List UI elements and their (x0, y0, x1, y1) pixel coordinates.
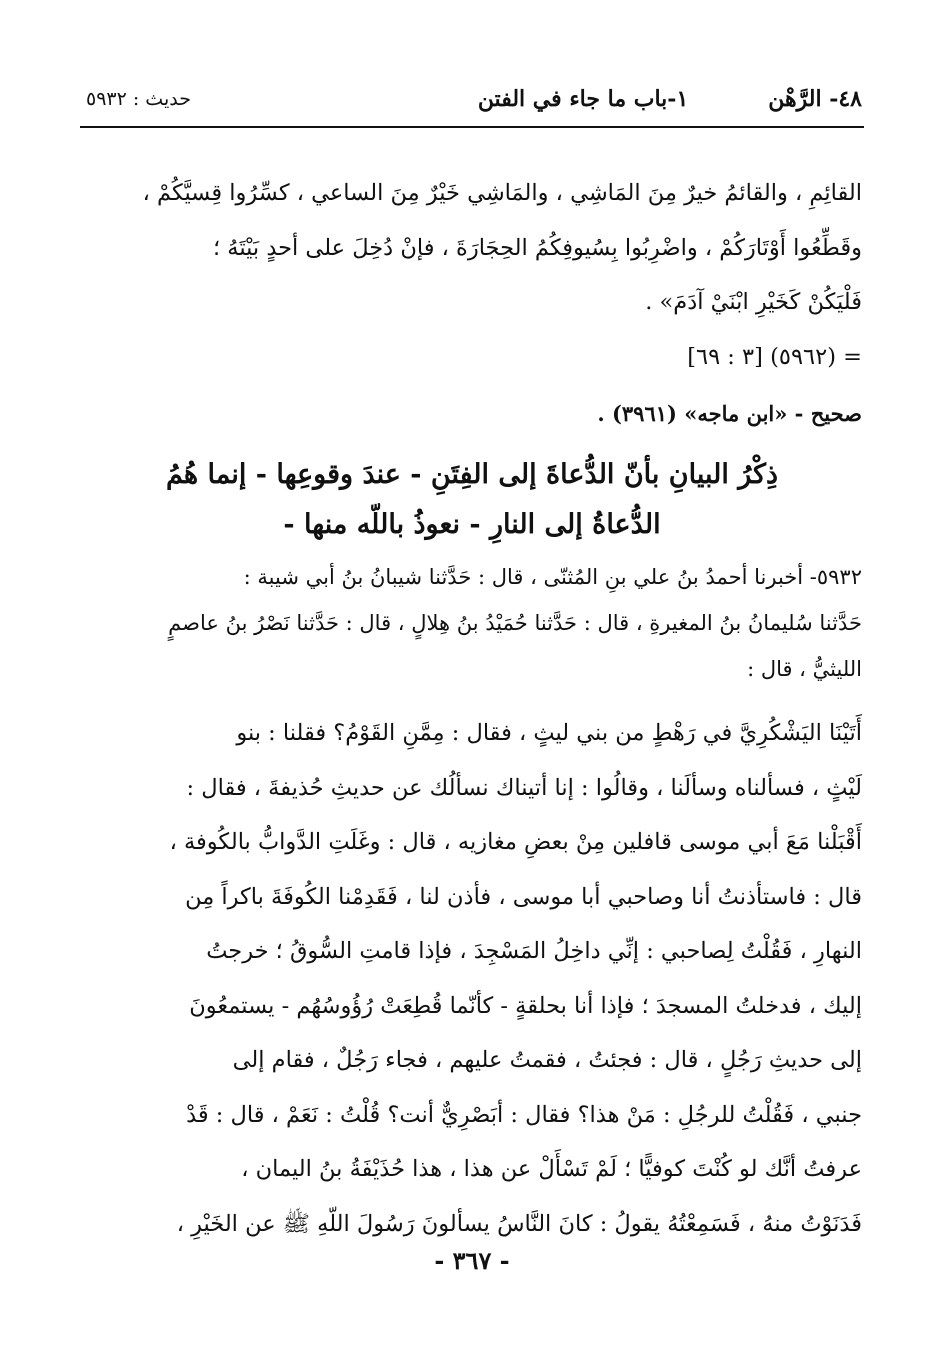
text-line: إليك ، فدخلتُ المسجدَ ؛ فإذا أنا بحلقةٍ - كأنّما قُطِعَتْ رُؤُوسُهُم - يستمعُونَ (189, 992, 862, 1019)
heading-line: ذِكْرُ البيانِ بأنّ الدُّعاةَ إلى الفِتَنِ - عندَ وقوعِها - إنما هُمُ (165, 459, 779, 490)
header-book-chapter: ٤٨- الرَّهْن (768, 86, 862, 112)
paragraph-continuation (82, 166, 862, 384)
header-hadith-ref: حديث : ٥٩٣٢ (86, 88, 191, 110)
isnad-line: الليثيُّ ، قال : (747, 657, 862, 681)
header-title (478, 86, 862, 112)
running-header (82, 84, 862, 124)
page-number: - ٣٦٧ - (434, 1246, 510, 1275)
isnad-line: حَدَّثنا سُليمانُ بنُ المغيرةِ ، قال : حَدَّثنا حُمَيْدُ بنُ هِلالٍ ، قال : حَدَّثنا نَصْرُ بنُ عاصمٍ (168, 611, 862, 635)
hadith-grade: صحيح - «ابن ماجه» (٣٩٦١) . (597, 401, 862, 426)
isnad-chain (82, 554, 862, 692)
text-line: وقَطِّعُوا أَوْتَارَكُمْ ، واضْرِبُوا بِسُيوفِكُمُ الحِجَارَةَ ، فإنْ دُخِلَ على أحدٍ بَيْتَهُ ؛ (212, 234, 862, 261)
text-line: عرفتُ أنَّك لو كُنْتَ كوفيًّا ؛ لَمْ تَسْأَلْ عن هذا ، هذا حُذَيْفَةُ بنُ اليمان ، (241, 1156, 862, 1182)
header-section: ١-باب ما جاء في الفتن (477, 86, 689, 112)
text-line: جنبي ، فَقُلْتُ للرجُلِ : مَنْ هذا؟ فقال : أبَصْرِيٌّ أنت؟ قُلْتُ : نَعَمْ ، قال : قَدْ (186, 1101, 862, 1128)
heading-line: الدُّعاةُ إلى النارِ - نعوذُ باللّه منها - (283, 509, 661, 540)
chapter-heading (82, 450, 862, 550)
cross-reference: = (٥٩٦٢) [٣ : ٦٩] (687, 343, 862, 370)
page-body (82, 166, 862, 1251)
text-line: النهارِ ، فَقُلْتُ لِصاحبي : إنِّي داخِلُ المَسْجِدَ ، فإذا قامتِ السُّوقُ ؛ خرجتُ (206, 938, 862, 964)
text-line: قال : فاستأذنتُ أنا وصاحبي أبا موسى ، فأذن لنا ، فَقَدِمْنا الكُوفَةَ باكراً مِن (185, 883, 862, 910)
text-line: أَقْبَلْنا مَعَ أبي موسى قافلين مِنْ بعضِ مغازيه ، قال : وغَلَتِ الدَّوابُّ بالكُوفة ، (169, 829, 862, 855)
hadith-text (82, 706, 862, 1251)
text-line: إلى حديثِ رَجُلٍ ، قال : فجئتُ ، فقمتُ عليهم ، فجاء رَجُلٌ ، فقام إلى (232, 1047, 862, 1073)
text-line: أَتَيْنَا اليَشْكُرِيَّ في رَهْطٍ من بني ليثٍ ، فقال : مِمَّنِ القَوْمُ؟ فقلنا : بنو (236, 720, 862, 746)
text-line: فَدَنَوْتُ منهُ ، فَسَمِعْتُهُ يقولُ : كانَ النَّاسُ يسألونَ رَسُولَ اللّهِ ﷺ عن الخَيْرِ ، (176, 1210, 862, 1237)
text-line: لَيْثٍ ، فسألناه وسألَنا ، وقالُوا : إنا أتيناك نسألُك عن حديثِ حُذيفةَ ، فقال : (186, 774, 862, 801)
header-divider (80, 126, 864, 128)
text-line: فَلْيَكُنْ كَخَيْرِ ابْنَيْ آدَمَ» . (645, 289, 862, 315)
text-line: القائِمِ ، والقائمُ خيرٌ مِنَ المَاشِي ، والمَاشِي خَيْرٌ مِنَ الساعي ، كسِّرُوا قِسيَّكُمْ ، (142, 180, 862, 206)
isnad-line: ٥٩٣٢- أخبرنا أحمدُ بنُ علي بنِ المُثنّى ، قال : حَدَّثنا شيبانُ بنُ أبي شيبة : (243, 565, 862, 589)
